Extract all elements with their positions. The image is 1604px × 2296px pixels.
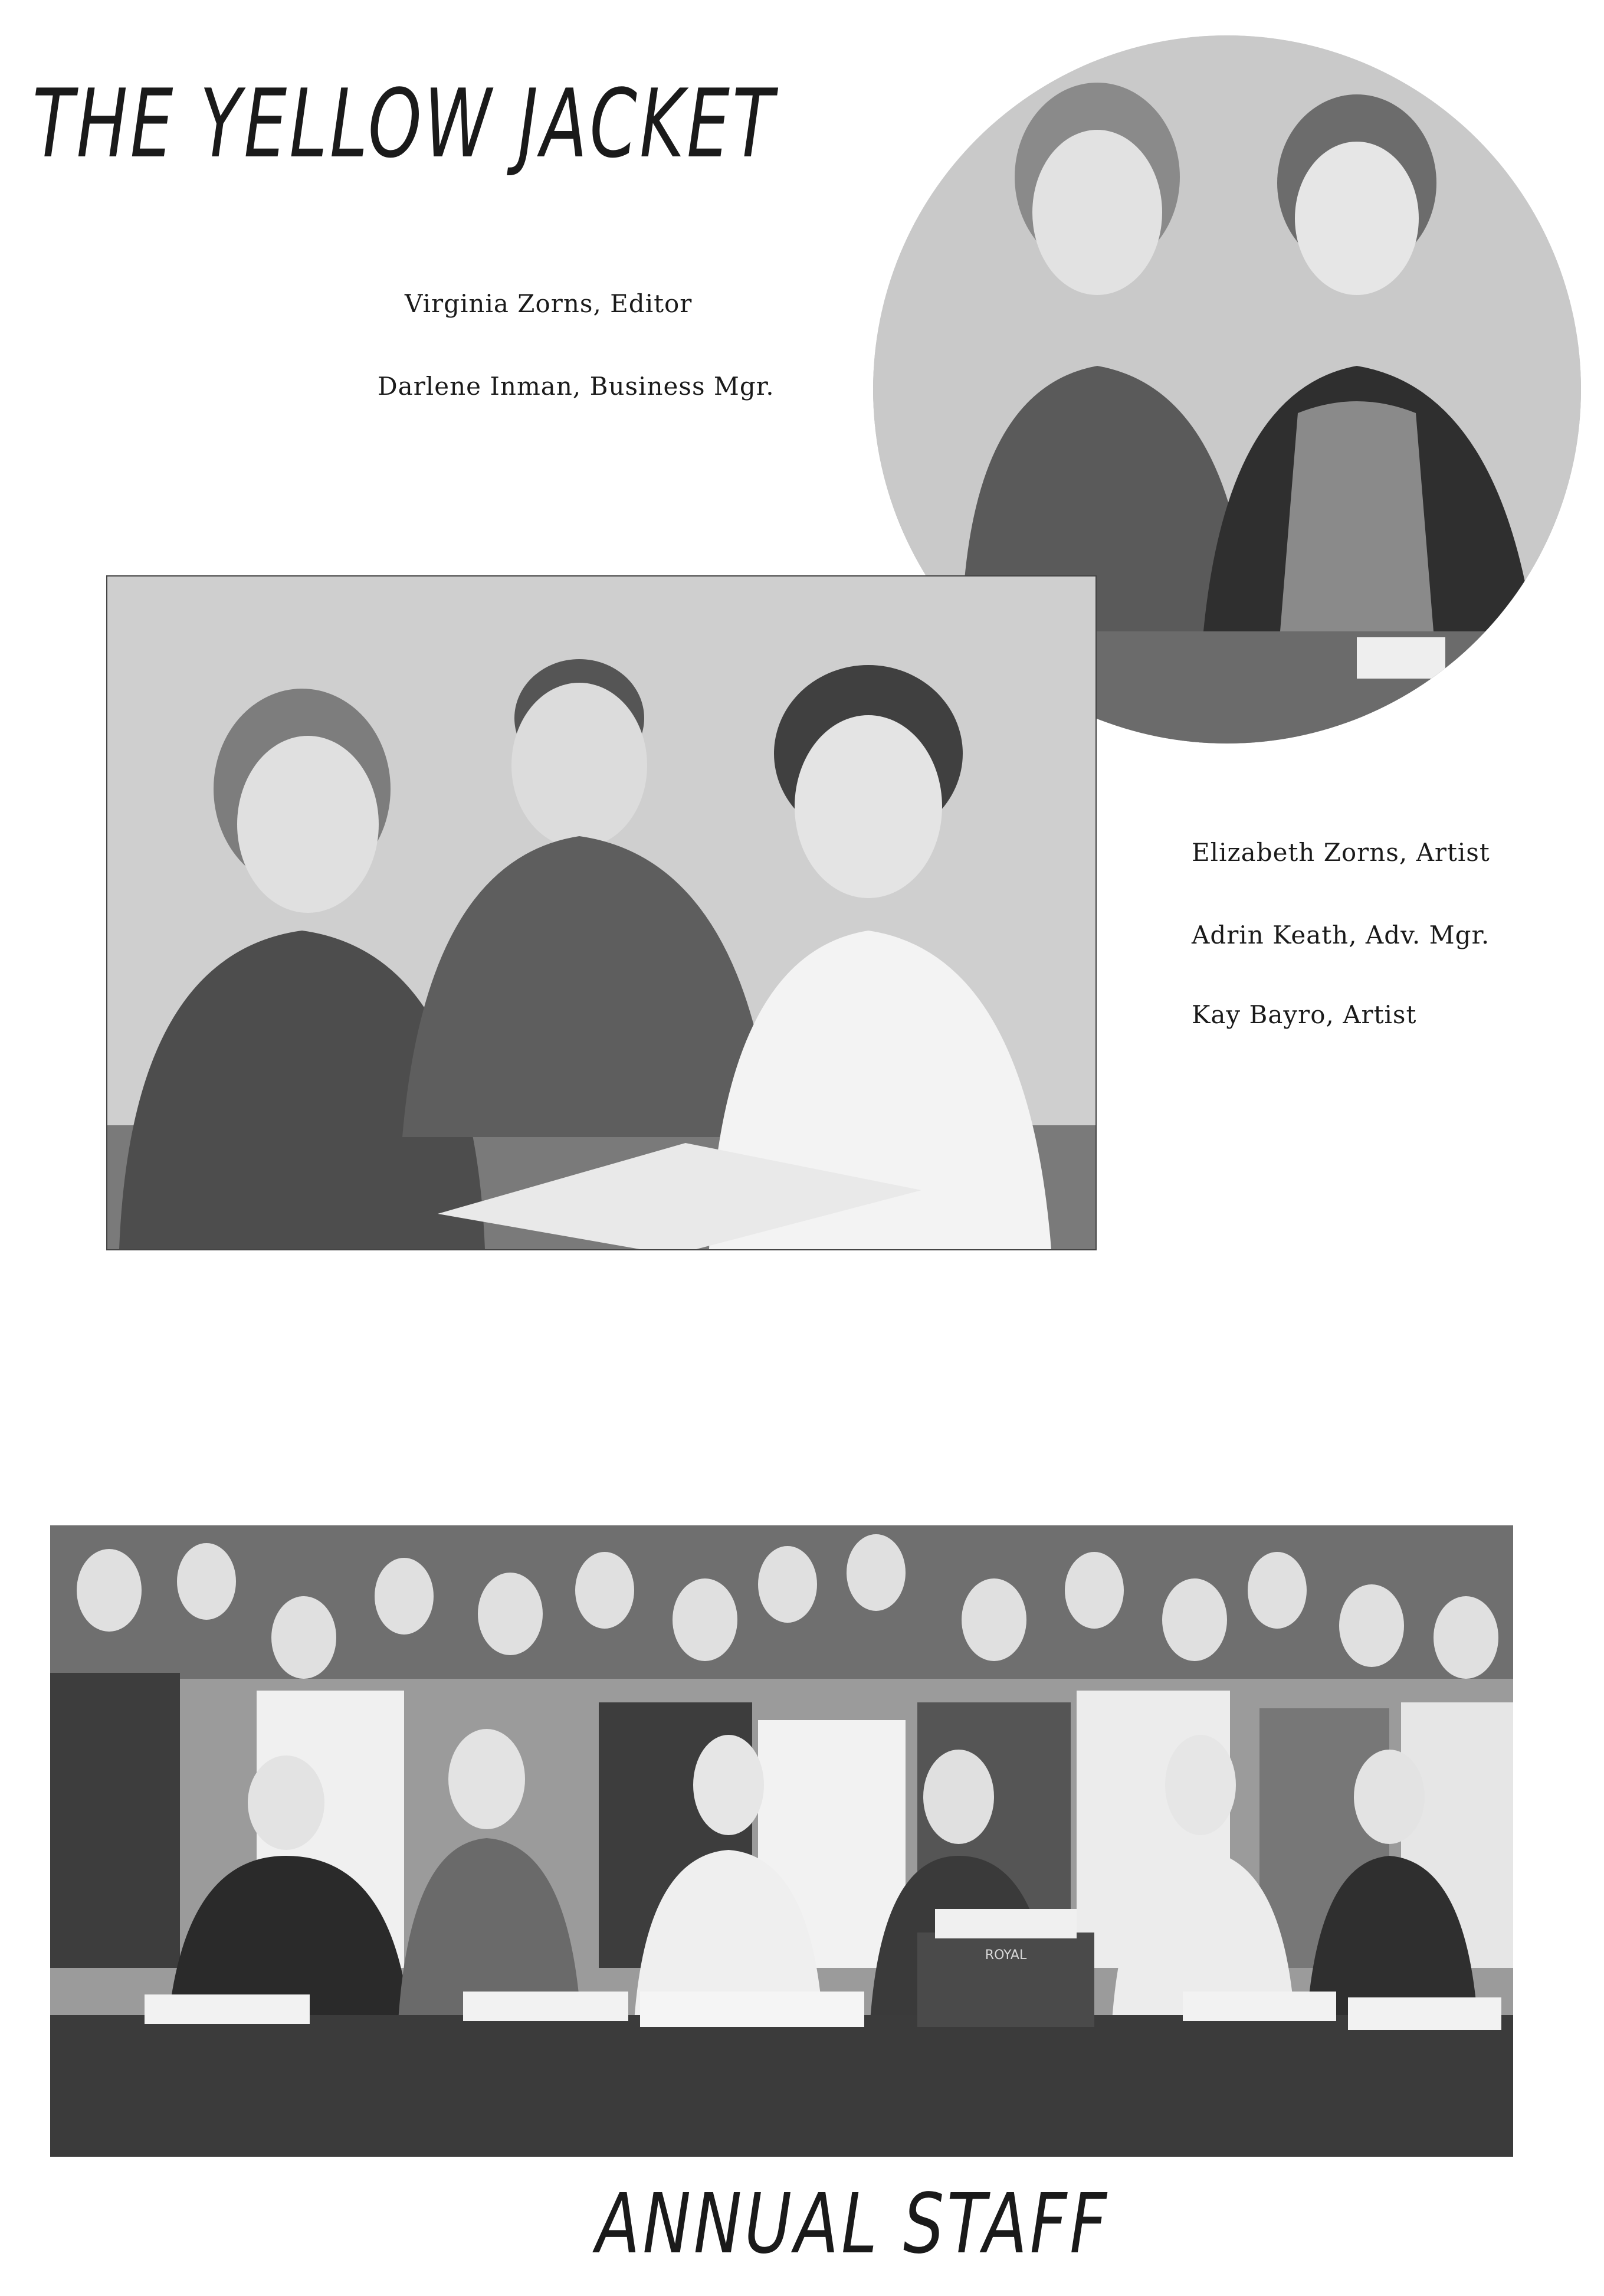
caption-business-manager: Darlene Inman, Business Mgr.: [378, 372, 775, 401]
page-title: THE YELLOW JACKET: [32, 68, 776, 179]
annual-staff-group-photo: [50, 1525, 1513, 2157]
typewriter-brand: ROYAL: [985, 1948, 1027, 1963]
caption-editor: Virginia Zorns, Editor: [405, 289, 693, 318]
caption-artist-2: Kay Bayro, Artist: [1192, 1000, 1417, 1029]
caption-advertising-manager: Adrin Keath, Adv. Mgr.: [1192, 921, 1490, 949]
section-title: ANNUAL STAFF: [596, 2176, 1110, 2272]
staff-trio-photo: [106, 575, 1097, 1250]
caption-artist-1: Elizabeth Zorns, Artist: [1192, 838, 1490, 867]
